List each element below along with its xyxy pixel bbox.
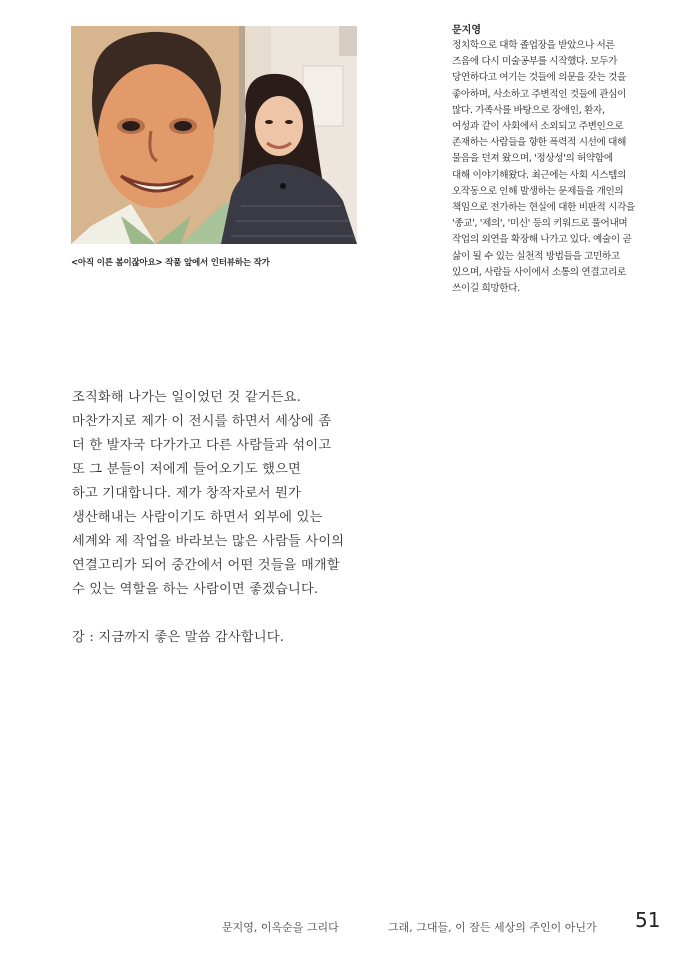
footer-book-title: 그래, 그대들, 이 잠든 세상의 주인이 아닌가 <box>388 921 597 934</box>
body-line: 마찬가지로 제가 이 전시를 하면서 세상에 좀 <box>72 414 332 429</box>
bio-line: 오작동으로 인해 발생하는 문제들을 개인의 <box>452 185 624 197</box>
bio-line: 작업의 외연을 확장해 나가고 있다. 예술이 곧 <box>452 234 632 246</box>
artist-bio <box>452 23 666 297</box>
body-line: 하고 기대합니다. 제가 창작자로서 뭔가 <box>72 486 301 501</box>
bio-line: 삶이 될 수 있는 실천적 방법들을 고민하고 <box>452 250 620 262</box>
bio-line: 있으며, 사람들 사이에서 소통의 연결고리로 <box>452 266 627 278</box>
bio-line: 책임으로 전가하는 현실에 대한 비판적 시각을 <box>452 202 635 214</box>
body-line: 조직화해 나가는 일이었던 것 같거든요. <box>72 390 301 405</box>
bio-line: 물음을 던져 왔으며, '정상성'의 허약함에 <box>452 153 613 165</box>
bio-line: 당연하다고 여기는 것들에 의문을 갖는 것을 <box>452 72 627 84</box>
body-line: 세계와 제 작업을 바라보는 많은 사람들 사이의 <box>72 534 345 549</box>
photo-caption: <아직 이른 봄이잖아요> 작품 앞에서 인터뷰하는 작가 <box>71 258 270 268</box>
body-line: 수 있는 역할을 하는 사람이면 좋겠습니다. <box>72 582 319 597</box>
interview-body-text <box>72 386 392 650</box>
body-line: 더 한 발자국 다가가고 다른 사람들과 섞이고 <box>72 438 332 453</box>
bio-line: 대해 이야기해왔다. 최근에는 사회 시스템의 <box>452 169 627 181</box>
footer-article-title: 문지영, 이옥순을 그리다 <box>222 921 339 934</box>
bio-line: 정치학으로 대학 졸업장을 받았으나 서른 <box>452 40 615 51</box>
bio-line: 즈음에 다시 미술공부를 시작했다. 모두가 <box>452 56 618 68</box>
bio-line: 존재하는 사람들을 향한 폭력적 시선에 대해 <box>452 137 627 149</box>
artist-bio-text <box>452 38 666 297</box>
bio-line: 많다. 가족사를 바탕으로 장애인, 환자, <box>452 104 605 116</box>
body-line: 연결고리가 되어 중간에서 어떤 것들을 매개할 <box>72 558 340 573</box>
page-number: 51 <box>635 908 661 932</box>
bio-line: 좋아하며, 사소하고 주변적인 것들에 관심이 <box>452 88 627 100</box>
artist-name: 문지영 <box>452 25 481 36</box>
bio-line: 쓰이길 희망한다. <box>452 283 520 295</box>
body-line: 생산해내는 사람이기도 하면서 외부에 있는 <box>72 510 323 525</box>
artist-interview-photo <box>71 26 357 244</box>
bio-line: 여성과 같이 사회에서 소외되고 주변인으로 <box>452 121 624 133</box>
body-line: 또 그 분들이 저에게 들어오기도 했으면 <box>72 462 301 477</box>
closing-remark: 강 : 지금까지 좋은 말씀 감사합니다. <box>72 630 285 645</box>
bio-line: '종교', '제의', '미신' 등의 키워드로 풀어내며 <box>452 218 628 230</box>
